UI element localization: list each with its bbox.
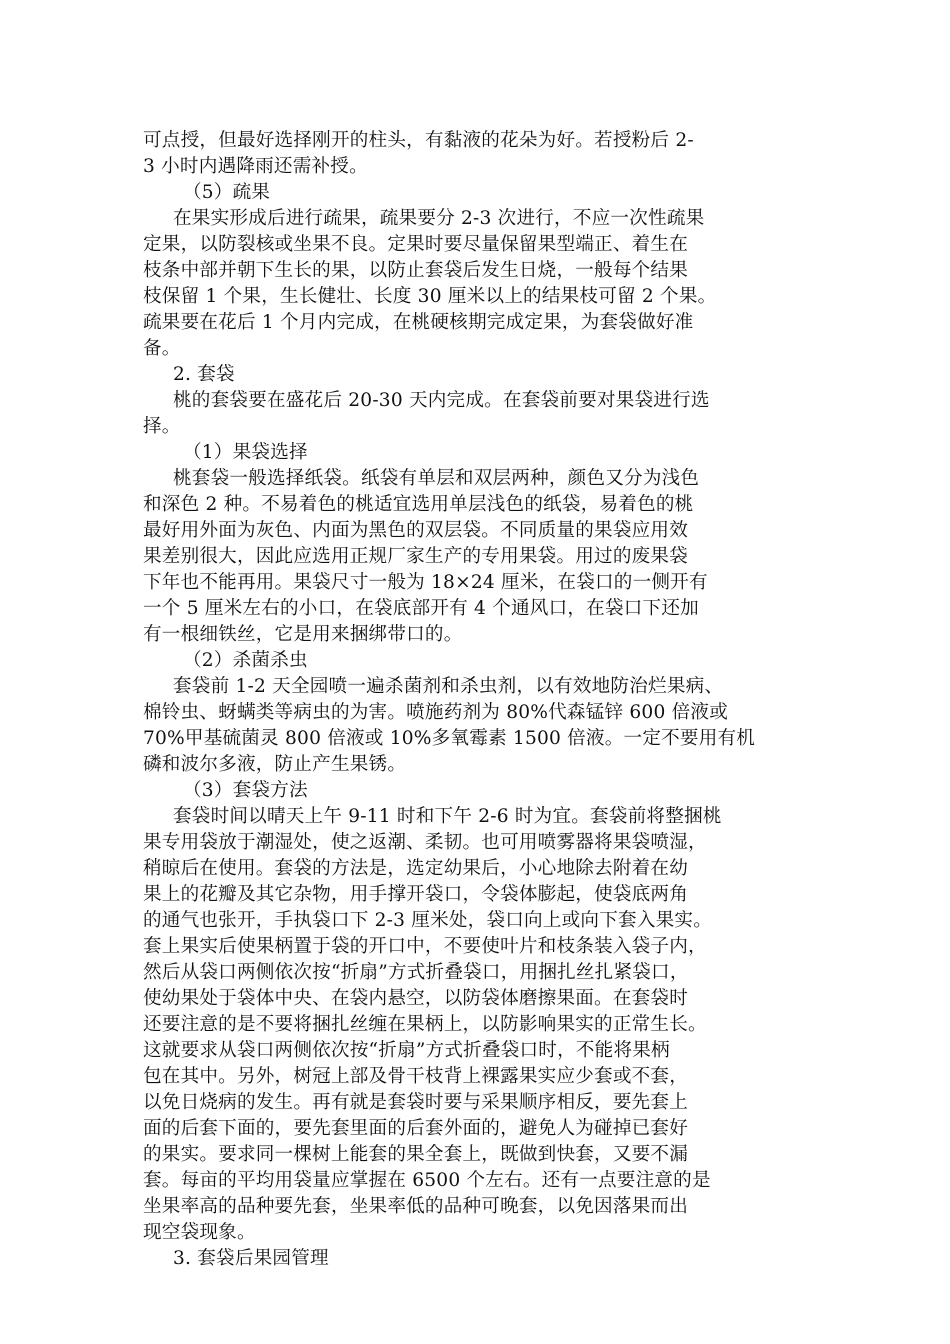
text-line: 70%甲基硫菌灵 800 倍液或 10%多氧霉素 1500 倍液。一定不要用有机 [143, 728, 756, 749]
section-heading: （2）杀菌杀虫 [183, 650, 308, 671]
text-line: 最好用外面为灰色、内面为黑色的双层袋。不同质量的果袋应用效 [143, 520, 689, 541]
text-line: 包在其中。另外，树冠上部及骨干枝背上裸露果实应少套或不套， [143, 1066, 689, 1087]
text-line: 可点授，但最好选择刚开的柱头，有黏液的花朵为好。若授粉后 2- [143, 130, 694, 151]
text-line: 的通气也张开，手执袋口下 2-3 厘米处，袋口向上或向下套入果实。 [143, 910, 712, 931]
text-line: 果专用袋放于潮湿处，使之返潮、柔韧。也可用喷雾器将果袋喷湿， [143, 832, 707, 853]
section-heading: （1）果袋选择 [183, 442, 308, 463]
text-line: 3 小时内遇降雨还需补授。 [143, 156, 368, 177]
text-line: 一个 5 厘米左右的小口，在袋底部开有 4 个通风口，在袋口下还加 [143, 598, 699, 619]
paragraph-first-line: 套袋时间以晴天上午 9-11 时和下午 2-6 时为宜。套袋前将整捆桃 [173, 806, 722, 827]
text-line: 套上果实后使果柄置于袋的开口中，不要使叶片和枝条装入袋子内， [143, 936, 707, 957]
text-line: 坐果率高的品种要先套，坐果率低的品种可晚套，以免因落果而出 [143, 1196, 689, 1217]
paragraph-first-line: 桃套袋一般选择纸袋。纸袋有单层和双层两种，颜色又分为浅色 [173, 468, 700, 489]
text-line: 套。每亩的平均用袋量应掌握在 6500 个左右。还有一点要注意的是 [143, 1170, 711, 1191]
text-line: 择。 [143, 416, 181, 437]
text-line: 磷和波尔多液，防止产生果锈。 [143, 754, 407, 775]
text-line: 和深色 2 种。不易着色的桃适宜选用单层浅色的纸袋，易着色的桃 [143, 494, 694, 515]
text-line: 棉铃虫、蚜螨类等病虫的为害。喷施药剂为 80%代森锰锌 600 倍液或 [143, 702, 728, 723]
text-line: 稍晾后在使用。套袋的方法是，选定幼果后，小心地除去附着在幼 [143, 858, 689, 879]
text-line: 枝条中部并朝下生长的果，以防止套袋后发生日烧，一般每个结果 [143, 260, 689, 281]
text-line: 还要注意的是不要将捆扎丝缠在果柄上，以防影响果实的正常生长。 [143, 1014, 707, 1035]
section-heading: （3）套袋方法 [183, 780, 308, 801]
text-line: 以免日烧病的发生。再有就是套袋时要与采果顺序相反，要先套上 [143, 1092, 689, 1113]
text-line: 下年也不能再用。果袋尺寸一般为 18×24 厘米，在袋口的一侧开有 [143, 572, 708, 593]
text-line: 定果，以防裂核或坐果不良。定果时要尽量保留果型端正、着生在 [143, 234, 689, 255]
text-line: 枝保留 1 个果，生长健壮、长度 30 厘米以上的结果枝可留 2 个果。 [143, 286, 717, 307]
section-heading: 3. 套袋后果园管理 [173, 1248, 329, 1269]
text-line: 备。 [143, 338, 181, 359]
text-line: 面的后套下面的，要先套里面的后套外面的，避免人为碰掉已套好 [143, 1118, 689, 1139]
text-line: 果上的花瓣及其它杂物，用手撑开袋口，令袋体膨起，使袋底两角 [143, 884, 689, 905]
text-line: 有一根细铁丝，它是用来捆绑带口的。 [143, 624, 463, 645]
text-line: 疏果要在花后 1 个月内完成，在桃硬核期完成定果，为套袋做好准 [143, 312, 694, 333]
text-line: 果差别很大，因此应选用正规厂家生产的专用果袋。用过的废果袋 [143, 546, 689, 567]
text-line: 然后从袋口两侧依次按“折扇”方式折叠袋口，用捆扎丝扎紧袋口， [143, 962, 689, 983]
paragraph-first-line: 在果实形成后进行疏果，疏果要分 2-3 次进行，不应一次性疏果 [173, 208, 705, 229]
text-line: 现空袋现象。 [143, 1222, 256, 1243]
section-heading: （5）疏果 [183, 182, 271, 203]
paragraph-first-line: 套袋前 1-2 天全园喷一遍杀菌剂和杀虫剂，以有效地防治烂果病、 [173, 676, 724, 697]
text-line: 这就要求从袋口两侧依次按“折扇”方式折叠袋口时，不能将果柄 [143, 1040, 670, 1061]
section-heading: 2. 套袋 [173, 364, 235, 385]
paragraph-first-line: 桃的套袋要在盛花后 20-30 天内完成。在套袋前要对果袋进行选 [173, 390, 710, 411]
text-line: 的果实。要求同一棵树上能套的果全套上，既做到快套，又要不漏 [143, 1144, 689, 1165]
text-line: 使幼果处于袋体中央、在袋内悬空，以防袋体磨擦果面。在套袋时 [143, 988, 689, 1009]
